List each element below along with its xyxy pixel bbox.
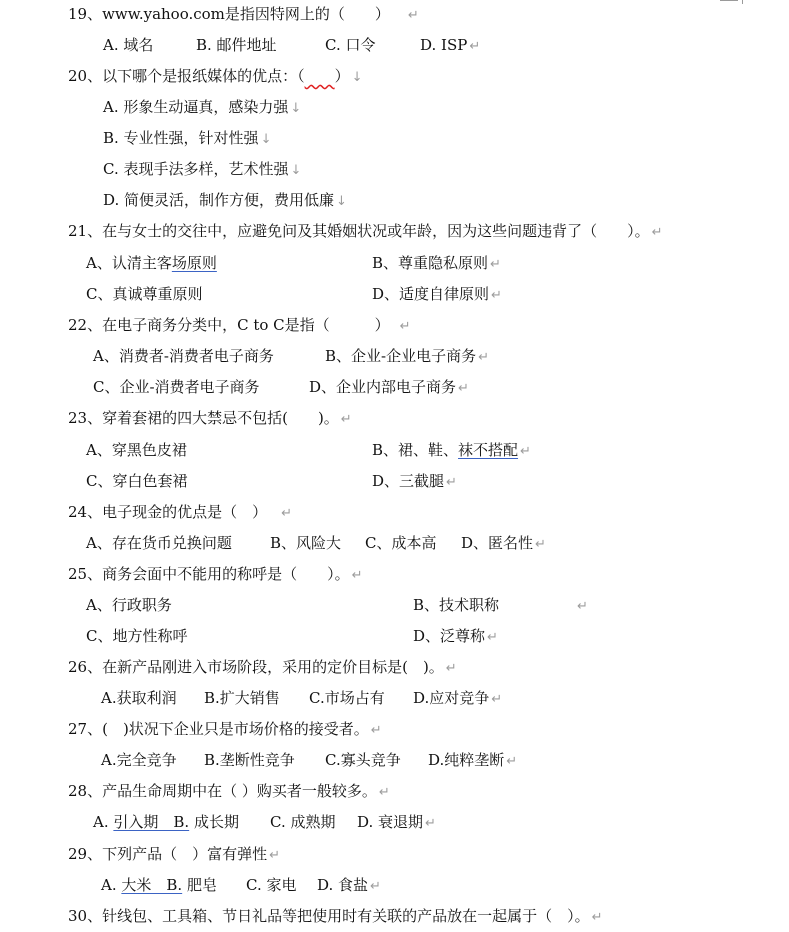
option-c: C.寡头竞争 (325, 751, 401, 769)
question-22: 22、在电子商务分类中，C to C是指（ ） ↵ (68, 316, 411, 334)
option-c: C.市场占有 (309, 689, 385, 707)
option-c: C. 成熟期 (270, 813, 336, 831)
option-d: D、适度自律原则 ↵ (372, 285, 502, 303)
option-d: D. 简便灵活，制作方便，费用低廉 ↓ (103, 191, 347, 209)
question-20: 20、以下哪个是报纸媒体的优点：（ ） ↓ (68, 67, 363, 85)
line-break-mark: ↓ (351, 70, 363, 85)
option-c: C. 家电 (246, 876, 297, 894)
question-text: 23、穿着套裙的四大禁忌不包括( )。 (68, 409, 339, 427)
option-d: D. 食盐 ↵ (317, 876, 381, 894)
option-a: A.完全竞争 (101, 751, 177, 769)
option-b: B、尊重隐私原则 ↵ (372, 254, 501, 272)
option-b: B、风险大 (270, 534, 342, 552)
option-a: A、存在货币兑换问题 (86, 534, 232, 552)
option-c: C. 表现手法多样，艺术性强 ↓ (103, 160, 302, 178)
option-a: A、认清主客场原则 (86, 254, 217, 272)
question-26: 26、在新产品刚进入市场阶段，采用的定价目标是( )。 ↵ (68, 658, 457, 676)
option-c: C、企业-消费者电子商务 (93, 378, 260, 396)
question-text: 27、( )状况下企业只是市场价格的接受者。 (68, 720, 369, 738)
option-d: D.应对竞争 ↵ (413, 689, 503, 707)
option-c: C. 口令 (325, 36, 376, 54)
option-a: A. 形象生动逼真，感染力强 ↓ (103, 98, 302, 116)
question-text: 29、下列产品（ ）富有弹性 (68, 845, 268, 863)
option-a: A、穿黑色皮裙 (86, 441, 187, 459)
option-d: D、匿名性 ↵ (461, 534, 546, 552)
option-d: D. ISP ↵ (420, 36, 481, 54)
paragraph-mark: ↵ (407, 8, 419, 23)
question-21: 21、在与女士的交往中，应避免问及其婚姻状况或年龄，因为这些问题违背了（ ）。 ↵ (68, 222, 663, 240)
option-d: D、企业内部电子商务 ↵ (309, 378, 469, 396)
option-b: B. 邮件地址 (196, 36, 277, 54)
option-b: B、裙、鞋、袜不搭配 ↵ (372, 441, 531, 459)
question-text: 24、电子现金的优点是（ ） (68, 503, 268, 521)
page-corner-mark (720, 0, 738, 4)
question-19 (68, 4, 419, 24)
option-d: D、三截腿 ↵ (372, 472, 457, 490)
option-b: B.垄断性竞争 (204, 751, 295, 769)
question-24: 24、电子现金的优点是（ ） ↵ (68, 503, 292, 521)
question-29: 29、下列产品（ ）富有弹性 ↵ (68, 845, 280, 863)
question-text: 20、以下哪个是报纸媒体的优点：（ (68, 67, 305, 85)
option-a-b: A. 引入期 B. 成长期 (93, 813, 239, 831)
question-text: 28、产品生命周期中在（ ）购买者一般较多。 (68, 782, 377, 800)
option-a: A.获取利润 (101, 689, 177, 707)
spellcheck-blank (305, 67, 335, 85)
underlined-text: 大米 B. (121, 876, 183, 894)
option-a-b: A. 大米 B. 肥皂 (101, 876, 217, 894)
option-a: A、消费者-消费者电子商务 (93, 347, 274, 365)
question-text: 19、www.yahoo.com是指因特网上的（ ） (68, 5, 390, 23)
question-text: 25、商务会面中不能用的称呼是（ ）。 (68, 565, 350, 583)
underlined-text: 引入期 B. (113, 813, 190, 831)
option-d: D.纯粹垄断 ↵ (428, 751, 518, 769)
underlined-text: 袜不搭配 (458, 441, 519, 459)
question-30: 30、针线包、工具箱、节日礼品等把使用时有关联的产品放在一起属于（ ）。 ↵ (68, 907, 603, 925)
page-corner-mark (742, 0, 743, 4)
question-text: 21、在与女士的交往中，应避免问及其婚姻状况或年龄，因为这些问题违背了（ ）。 (68, 222, 650, 240)
option-b: B. 专业性强，针对性强 ↓ (103, 129, 272, 147)
option-c: C、地方性称呼 (86, 627, 188, 645)
option-c: C、真诚尊重原则 (86, 285, 203, 303)
question-text: 30、针线包、工具箱、节日礼品等把使用时有关联的产品放在一起属于（ ）。 (68, 907, 590, 925)
underlined-text: 场原则 (171, 254, 217, 272)
question-25: 25、商务会面中不能用的称呼是（ ）。 ↵ (68, 565, 363, 583)
question-text: 26、在新产品刚进入市场阶段，采用的定价目标是( )。 (68, 658, 444, 676)
option-b: B.扩大销售 (204, 689, 280, 707)
option-c: C、穿白色套裙 (86, 472, 188, 490)
option-d: D. 衰退期 ↵ (357, 813, 436, 831)
option-a: A. 域名 (103, 36, 154, 54)
question-text: 22、在电子商务分类中，C to C是指（ ） (68, 316, 390, 334)
option-a: A、行政职务 (86, 596, 172, 614)
option-c: C、成本高 (365, 534, 437, 552)
option-b: B、技术职称 ↵ (413, 596, 588, 614)
question-28: 28、产品生命周期中在（ ）购买者一般较多。 ↵ (68, 782, 390, 800)
option-d: D、泛尊称 ↵ (413, 627, 498, 645)
question-23: 23、穿着套裙的四大禁忌不包括( )。 ↵ (68, 409, 352, 427)
option-b: B、企业-企业电子商务 ↵ (325, 347, 489, 365)
question-27: 27、( )状况下企业只是市场价格的接受者。 ↵ (68, 720, 382, 738)
paragraph-mark: ↵ (469, 39, 481, 54)
